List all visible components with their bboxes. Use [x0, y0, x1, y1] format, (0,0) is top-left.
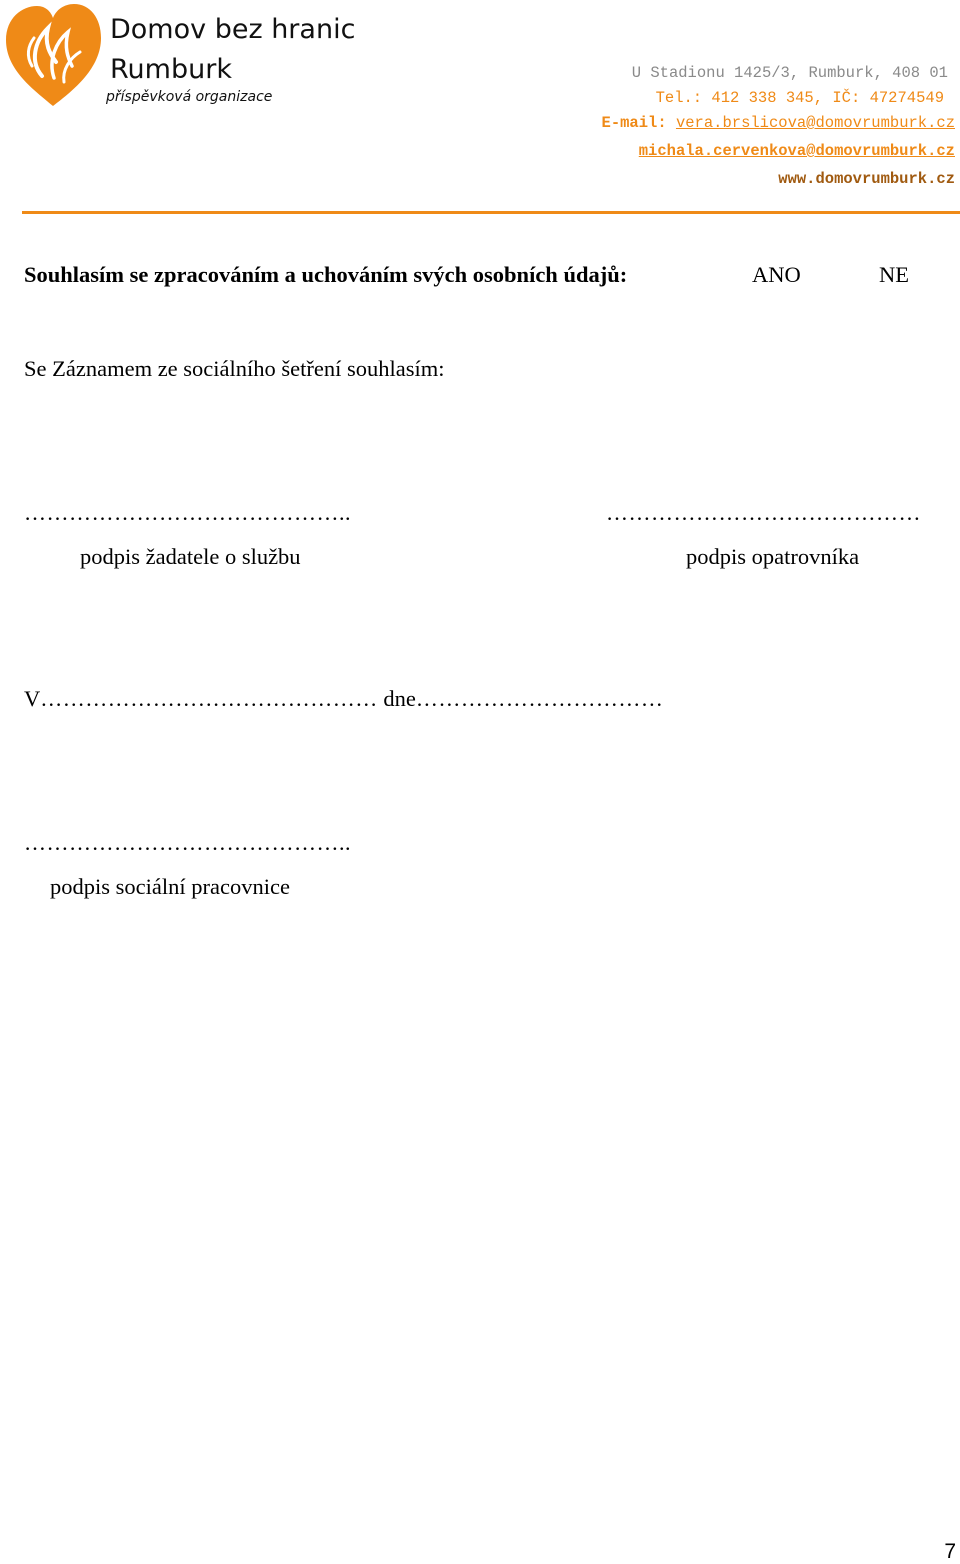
organization-name-line1: Domov bez hranic: [110, 14, 356, 45]
phone-label: Tel.:: [655, 89, 703, 107]
ic-value: 47274549: [869, 89, 944, 107]
address: U Stadionu 1425/3, Rumburk, 408 01: [631, 64, 948, 82]
place-date-line: [24, 686, 663, 712]
social-worker-signature-line[interactable]: ……………………………………..: [24, 830, 351, 855]
organization-name-line2: Rumburk: [110, 54, 232, 85]
date-prefix: dne: [383, 686, 416, 711]
header-divider: [22, 211, 960, 214]
guardian-signature-label: podpis opatrovníka: [686, 544, 860, 569]
ic-label: IČ:: [832, 89, 861, 107]
consent-question: Souhlasím se zpracováním a uchováním svých osobních údajů:: [24, 262, 628, 287]
organization-subtitle: příspěvková organizace: [106, 89, 273, 105]
website-link[interactable]: www.domovrumburk.cz: [778, 170, 955, 188]
organization-logo: [4, 2, 102, 110]
email-link-2[interactable]: michala.cervenkova@domovrumburk.cz: [638, 142, 955, 160]
place-prefix: V: [24, 686, 41, 711]
email-label: E-mail:: [601, 114, 667, 132]
email-link-1[interactable]: vera.brslicova@domovrumburk.cz: [675, 114, 955, 132]
email-line-2: [639, 142, 955, 160]
social-worker-signature-label: podpis sociální pracovnice: [50, 874, 290, 899]
guardian-signature-line[interactable]: ……………………………………: [606, 500, 921, 525]
email-line: [602, 114, 955, 132]
page-number: 7: [944, 1540, 956, 1563]
phone-value: 412 338 345,: [711, 89, 824, 107]
record-statement: Se Záznamem ze sociálního šetření souhlasím:: [24, 356, 445, 381]
consent-no-option[interactable]: NE: [879, 262, 909, 287]
consent-yes-option[interactable]: ANO: [752, 262, 801, 287]
place-field[interactable]: ………………………………………: [40, 686, 378, 711]
phone-line: [656, 89, 944, 107]
applicant-signature-label: podpis žadatele o službu: [80, 544, 301, 569]
date-field[interactable]: ……………………………: [415, 686, 664, 711]
applicant-signature-line[interactable]: ……………………………………..: [24, 500, 351, 525]
